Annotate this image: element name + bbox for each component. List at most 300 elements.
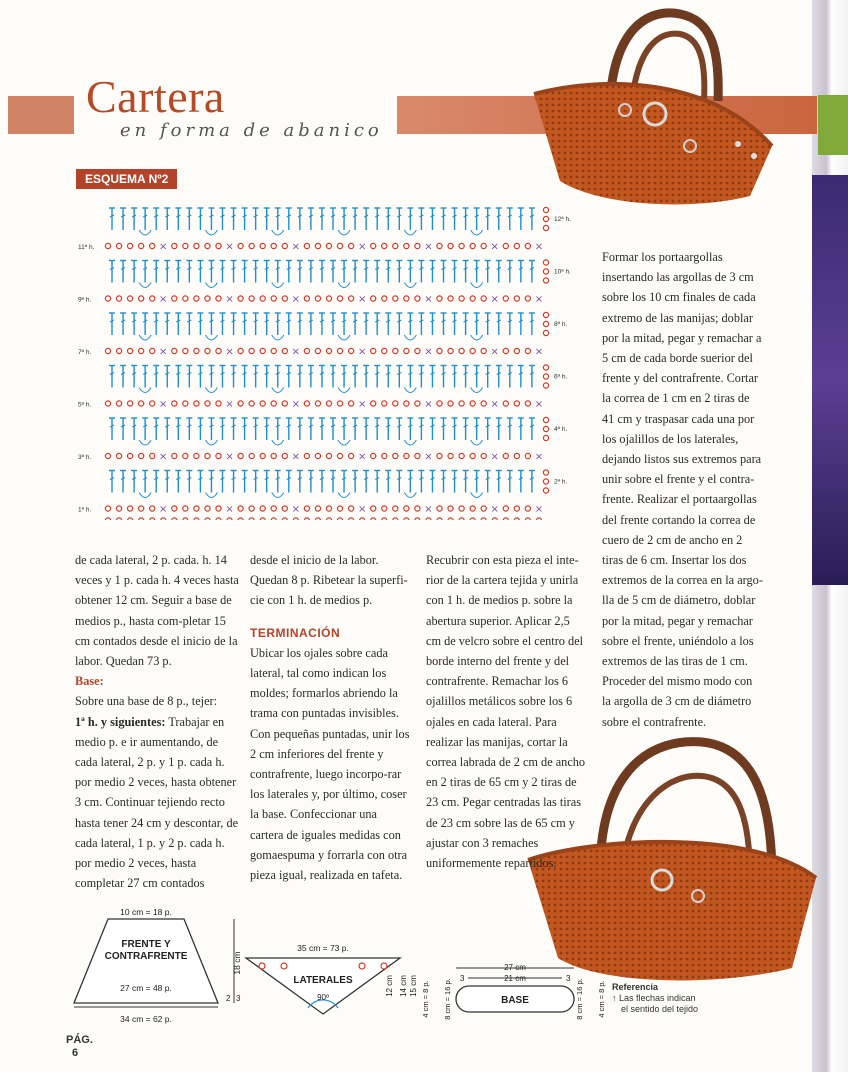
chart-sc-mark: × bbox=[424, 504, 433, 515]
chart-foundation-chain bbox=[371, 518, 376, 520]
chart-group-arc bbox=[205, 230, 217, 235]
base-left-a: 4 cm = 8 p. bbox=[421, 980, 430, 1018]
chart-foundation-chain bbox=[448, 518, 453, 520]
chart-sc-mark: × bbox=[424, 346, 433, 358]
chart-sc-mark: × bbox=[159, 294, 168, 305]
chart-turn-chain bbox=[543, 417, 548, 422]
chart-chain-stitch bbox=[194, 453, 199, 458]
chart-row-label-right: 8ª h. bbox=[554, 321, 568, 328]
laterales-right-b: 14 cm bbox=[399, 975, 408, 997]
chart-chain-stitch bbox=[448, 506, 453, 511]
chart-sc-mark: × bbox=[424, 241, 433, 253]
chart-chain-stitch bbox=[205, 296, 210, 301]
reference-note bbox=[612, 982, 698, 1015]
frente-name-line1: FRENTE Y bbox=[121, 939, 171, 950]
chart-chain-stitch bbox=[150, 506, 155, 511]
chart-chain-stitch bbox=[503, 243, 508, 248]
chart-chain-stitch bbox=[349, 401, 354, 406]
col1-paragraph-3-text: Trabajar en medio p. e ir aumentando, de cada lateral, 2 p. y 1 p. cada h. por medio 2 veces, hasta obtener 3 cm. Continuar tejiendo recto hasta tener 24 cm y descontar, de cada lateral, 1 p. y 2 p. cada h. por medio 2 veces, hasta completar 27 cm contados bbox=[75, 714, 239, 891]
chart-chain-stitch bbox=[503, 401, 508, 406]
chart-chain-stitch bbox=[216, 243, 221, 248]
reference-text bbox=[612, 993, 698, 1015]
chart-chain-stitch bbox=[139, 348, 144, 353]
chart-foundation-chain bbox=[525, 518, 530, 520]
chart-chain-stitch bbox=[503, 348, 508, 353]
chart-chain-stitch bbox=[514, 243, 519, 248]
chart-group-arc bbox=[471, 440, 483, 445]
chart-chain-stitch bbox=[503, 296, 508, 301]
chart-chain-stitch bbox=[437, 401, 442, 406]
chart-chain-stitch bbox=[393, 453, 398, 458]
chart-row-label-left: 3ª h. bbox=[78, 454, 92, 461]
chart-chain-stitch bbox=[105, 348, 110, 353]
chart-chain-stitch bbox=[172, 506, 177, 511]
chart-chain-stitch bbox=[194, 506, 199, 511]
chart-chain-stitch bbox=[304, 243, 309, 248]
chart-chain-stitch bbox=[183, 348, 188, 353]
chart-chain-stitch bbox=[326, 401, 331, 406]
chart-chain-stitch bbox=[371, 243, 376, 248]
chart-group-arc bbox=[139, 388, 151, 393]
chart-chain-stitch bbox=[437, 453, 442, 458]
chart-chain-stitch bbox=[282, 296, 287, 301]
chart-chain-stitch bbox=[172, 243, 177, 248]
chart-group-arc bbox=[272, 335, 284, 340]
chart-chain-stitch bbox=[216, 296, 221, 301]
chart-chain-stitch bbox=[116, 401, 121, 406]
chart-row-label-right: 2ª h. bbox=[554, 478, 568, 486]
chart-sc-mark: × bbox=[225, 346, 234, 358]
chart-group-arc bbox=[205, 283, 217, 288]
chart-sc-mark: × bbox=[357, 451, 367, 463]
chart-foundation-chain bbox=[194, 518, 199, 520]
chart-chain-stitch bbox=[315, 348, 320, 353]
chart-group-arc bbox=[272, 283, 284, 288]
chart-group-arc bbox=[404, 283, 416, 288]
chart-group-arc bbox=[404, 230, 416, 235]
chart-chain-stitch bbox=[216, 401, 221, 406]
chart-chain-stitch bbox=[128, 243, 133, 248]
col2-paragraph-2: Ubicar los ojales sobre cada lateral, tal como indican los moldes; formarlos abriendo la trama con puntadas invisibles. Con pequeñas puntadas, unir los 2 cm inferiores del frente y contrafrente, luego incorpo-rar los laterales y, por último, coser la base. Confeccionar una cartera de iguales medidas con gomaespuma y forrarla con otra pieza igual, realizada en tafeta. bbox=[250, 645, 410, 883]
chart-group-arc bbox=[338, 388, 350, 393]
chart-group-arc bbox=[205, 493, 217, 498]
chart-chain-stitch bbox=[481, 243, 486, 248]
laterales-name: LATERALES bbox=[293, 975, 353, 986]
chart-chain-stitch bbox=[415, 401, 420, 406]
chart-chain-stitch bbox=[525, 243, 530, 248]
chart-foundation-chain bbox=[238, 518, 243, 520]
chart-group-arc bbox=[338, 283, 350, 288]
chart-foundation-chain bbox=[128, 518, 133, 520]
page-number-value: 6 bbox=[72, 1047, 79, 1059]
chart-chain-stitch bbox=[249, 348, 254, 353]
chart-chain-stitch bbox=[315, 506, 320, 511]
chart-chain-stitch bbox=[260, 243, 265, 248]
chart-chain-stitch bbox=[404, 506, 409, 511]
chart-chain-stitch bbox=[393, 296, 398, 301]
chart-chain-stitch bbox=[514, 296, 519, 301]
chart-chain-stitch bbox=[304, 401, 309, 406]
chart-sc-mark: × bbox=[534, 241, 544, 253]
chart-sc-mark: × bbox=[534, 399, 544, 410]
chart-chain-stitch bbox=[238, 296, 243, 301]
chart-chain-stitch bbox=[371, 348, 376, 353]
chart-turn-chain bbox=[543, 330, 548, 335]
chart-turn-chain bbox=[543, 312, 548, 317]
chart-foundation-chain bbox=[437, 518, 442, 520]
chart-turn-chain bbox=[543, 278, 548, 283]
chart-sc-mark: × bbox=[424, 294, 433, 305]
frente-height-label: 18 cm bbox=[232, 951, 242, 975]
chart-turn-chain bbox=[543, 260, 548, 265]
chart-foundation-chain bbox=[172, 518, 177, 520]
reference-title: Referencia bbox=[612, 982, 659, 992]
chart-sc-mark: × bbox=[424, 451, 433, 463]
chart-chain-stitch bbox=[326, 348, 331, 353]
chart-chain-stitch bbox=[337, 453, 342, 458]
chart-foundation-chain bbox=[205, 518, 210, 520]
chart-chain-stitch bbox=[349, 348, 354, 353]
chart-chain-stitch bbox=[503, 453, 508, 458]
chart-chain-stitch bbox=[415, 506, 420, 511]
chart-chain-stitch bbox=[415, 243, 420, 248]
laterales-right-a: 12 cm bbox=[385, 975, 394, 997]
laterales-diagram bbox=[240, 938, 420, 1028]
chart-sc-mark: × bbox=[225, 451, 234, 463]
chart-chain-stitch bbox=[238, 506, 243, 511]
chart-group-arc bbox=[404, 493, 416, 498]
chart-turn-chain bbox=[543, 365, 548, 370]
chart-chain-stitch bbox=[249, 506, 254, 511]
chart-foundation-chain bbox=[227, 518, 232, 520]
chart-chain-stitch bbox=[393, 401, 398, 406]
chart-chain-stitch bbox=[238, 401, 243, 406]
chart-chain-stitch bbox=[415, 296, 420, 301]
chart-chain-stitch bbox=[326, 243, 331, 248]
chart-chain-stitch bbox=[105, 243, 110, 248]
chart-chain-stitch bbox=[382, 506, 387, 511]
page-subtitle: en forma de abanico bbox=[120, 120, 383, 141]
chart-row-label-right: 4ª h. bbox=[554, 426, 568, 433]
chart-chain-stitch bbox=[371, 401, 376, 406]
chart-chain-stitch bbox=[260, 506, 265, 511]
chart-chain-stitch bbox=[525, 348, 530, 353]
chart-chain-stitch bbox=[315, 243, 320, 248]
chart-chain-stitch bbox=[271, 243, 276, 248]
chart-chain-stitch bbox=[128, 401, 133, 406]
chart-foundation-chain bbox=[492, 518, 497, 520]
chart-chain-stitch bbox=[415, 348, 420, 353]
chart-chain-stitch bbox=[337, 506, 342, 511]
col4-paragraph-1: Formar los portaargollas insertando las argollas de 3 cm sobre los 10 cm finales de cada extremo de las manijas; doblar por la mitad, pegar y remachar a 5 cm de cada borde suerior del frente y del contrafrente. Cortar la correa de 1 cm en 2 tiras de 41 cm y traspasar cada una por los ojalillos de los laterales, dejando listos sus extremos para unir sobre el frente y el contra-frente. Realizar el portaargollas del frente cortando la correa de cuero de 2 cm de ancho en 2 tiras de 6 cm. Insertar los dos extremos de la correa en la argo-lla de 5 cm de diámetro, doblar por la mitad, pegar y remachar sobre el frente, uniéndolo a los extremos de las tiras de 1 cm. Proceder del mismo modo con la argolla de 3 cm de diámetro sobre el contrafrente. bbox=[602, 250, 763, 729]
chart-chain-stitch bbox=[205, 243, 210, 248]
chart-sc-mark: × bbox=[291, 241, 301, 253]
chart-chain-stitch bbox=[128, 296, 133, 301]
chart-chain-stitch bbox=[448, 453, 453, 458]
chart-sc-mark: × bbox=[291, 346, 301, 358]
page-title: Cartera bbox=[86, 71, 225, 122]
chart-sc-mark: × bbox=[357, 294, 367, 305]
chart-sc-mark: × bbox=[225, 399, 234, 410]
chart-chain-stitch bbox=[238, 453, 243, 458]
chart-chain-stitch bbox=[116, 296, 121, 301]
base-left-b: 8 cm = 16 p. bbox=[443, 978, 452, 1020]
laterales-right-c: 15 cm bbox=[409, 975, 418, 997]
chart-group-arc bbox=[338, 335, 350, 340]
chart-foundation-chain bbox=[459, 518, 464, 520]
chart-chain-stitch bbox=[393, 243, 398, 248]
frente-middle-label: 27 cm = 48 p. bbox=[120, 983, 172, 993]
crochet-chart bbox=[78, 200, 588, 520]
chart-chain-stitch bbox=[128, 506, 133, 511]
chart-turn-chain bbox=[543, 321, 548, 326]
text-column-3 bbox=[426, 550, 586, 873]
chart-chain-stitch bbox=[282, 506, 287, 511]
chart-chain-stitch bbox=[448, 243, 453, 248]
chart-group-arc bbox=[139, 493, 151, 498]
chart-chain-stitch bbox=[249, 401, 254, 406]
chart-chain-stitch bbox=[371, 296, 376, 301]
chart-chain-stitch bbox=[249, 296, 254, 301]
chart-group-arc bbox=[338, 230, 350, 235]
chart-chain-stitch bbox=[404, 296, 409, 301]
chart-chain-stitch bbox=[481, 401, 486, 406]
chart-chain-stitch bbox=[448, 401, 453, 406]
chart-chain-stitch bbox=[271, 348, 276, 353]
chart-group-arc bbox=[471, 283, 483, 288]
col1-paragraph-2: Sobre una base de 8 p., tejer: bbox=[75, 694, 218, 709]
chart-chain-stitch bbox=[271, 453, 276, 458]
chart-chain-stitch bbox=[514, 401, 519, 406]
chart-foundation-chain bbox=[183, 518, 188, 520]
chart-chain-stitch bbox=[249, 243, 254, 248]
chart-sc-mark: × bbox=[291, 399, 301, 410]
chart-chain-stitch bbox=[216, 453, 221, 458]
chart-chain-stitch bbox=[514, 506, 519, 511]
chart-group-arc bbox=[471, 335, 483, 340]
arrow-up-icon: ↑ bbox=[612, 993, 617, 1003]
chart-chain-stitch bbox=[448, 296, 453, 301]
frente-top-label: 10 cm = 18 p. bbox=[120, 907, 172, 917]
col1-paragraph-1: de cada lateral, 2 p. cada. h. 14 veces y 1 p. cada h. 4 veces hasta obtener 12 cm. Seguir a base de medios p., hasta com-pletar 15 cm contados desde el inicio de la labor. Quedan 73 p. bbox=[75, 553, 239, 669]
chart-chain-stitch bbox=[459, 243, 464, 248]
chart-chain-stitch bbox=[105, 296, 110, 301]
chart-foundation-chain bbox=[249, 518, 254, 520]
chart-chain-stitch bbox=[205, 401, 210, 406]
chart-row-label-right: 12ª h. bbox=[554, 216, 571, 223]
chart-turn-chain bbox=[543, 426, 548, 431]
frente-small-left: 2 bbox=[226, 994, 231, 1003]
base-middle-label: 21 cm bbox=[504, 974, 526, 983]
chart-sc-mark: × bbox=[534, 294, 544, 305]
chart-chain-stitch bbox=[404, 243, 409, 248]
chart-row-label-right: 6ª h. bbox=[554, 373, 568, 381]
chart-foundation-chain bbox=[161, 518, 166, 520]
chart-chain-stitch bbox=[525, 401, 530, 406]
chart-foundation-chain bbox=[282, 518, 287, 520]
chart-sc-mark: × bbox=[159, 399, 168, 410]
chart-turn-chain bbox=[543, 488, 548, 493]
chart-chain-stitch bbox=[459, 296, 464, 301]
chart-group-arc bbox=[404, 388, 416, 393]
chart-foundation-chain bbox=[360, 518, 365, 520]
laterales-angle: 90º bbox=[317, 993, 329, 1002]
chart-chain-stitch bbox=[371, 453, 376, 458]
chart-chain-stitch bbox=[437, 348, 442, 353]
chart-foundation-chain bbox=[404, 518, 409, 520]
chart-chain-stitch bbox=[205, 453, 210, 458]
chart-sc-mark: × bbox=[357, 399, 367, 410]
chart-chain-stitch bbox=[105, 401, 110, 406]
chart-foundation-chain bbox=[536, 518, 541, 520]
page-label: PÁG. bbox=[66, 1034, 93, 1046]
base-right-b: 4 cm = 8 p. bbox=[597, 980, 606, 1018]
chart-sc-mark: × bbox=[357, 241, 367, 253]
chart-chain-stitch bbox=[349, 453, 354, 458]
chart-chain-stitch bbox=[194, 296, 199, 301]
chart-chain-stitch bbox=[481, 348, 486, 353]
chart-chain-stitch bbox=[183, 506, 188, 511]
chart-chain-stitch bbox=[172, 296, 177, 301]
chart-foundation-chain bbox=[326, 518, 331, 520]
chart-group-arc bbox=[139, 283, 151, 288]
base-edge-a: 3 bbox=[460, 974, 465, 983]
chart-turn-chain bbox=[543, 470, 548, 475]
chart-group-arc bbox=[404, 440, 416, 445]
base-diagram bbox=[420, 958, 610, 1028]
chart-chain-stitch bbox=[481, 453, 486, 458]
chart-chain-stitch bbox=[260, 296, 265, 301]
chart-sc-mark: × bbox=[490, 399, 499, 410]
text-column-1 bbox=[75, 550, 243, 893]
chart-turn-chain bbox=[543, 435, 548, 440]
chart-sc-mark: × bbox=[490, 346, 499, 358]
title-band-left bbox=[8, 96, 74, 134]
chart-sc-mark: × bbox=[534, 451, 544, 463]
chart-sc-mark: × bbox=[534, 504, 544, 515]
chart-sc-mark: × bbox=[291, 294, 301, 305]
chart-sc-mark: × bbox=[357, 346, 367, 358]
chart-chain-stitch bbox=[326, 506, 331, 511]
chart-foundation-chain bbox=[415, 518, 420, 520]
chart-chain-stitch bbox=[194, 348, 199, 353]
chart-foundation-chain bbox=[349, 518, 354, 520]
chart-group-arc bbox=[338, 493, 350, 498]
chart-chain-stitch bbox=[205, 506, 210, 511]
base-edge-b: 3 bbox=[566, 974, 571, 983]
frente-small-right: 3 bbox=[236, 994, 241, 1003]
chart-chain-stitch bbox=[382, 243, 387, 248]
chart-turn-chain bbox=[543, 269, 548, 274]
chart-turn-chain bbox=[543, 383, 548, 388]
chart-chain-stitch bbox=[349, 296, 354, 301]
chart-chain-stitch bbox=[382, 401, 387, 406]
chart-chain-stitch bbox=[337, 296, 342, 301]
chart-chain-stitch bbox=[514, 348, 519, 353]
chart-chain-stitch bbox=[116, 506, 121, 511]
chart-sc-mark: × bbox=[225, 294, 234, 305]
text-column-2 bbox=[250, 550, 410, 885]
chart-sc-mark: × bbox=[490, 504, 499, 515]
chart-row-label-left: 9ª h. bbox=[78, 296, 92, 304]
chart-foundation-chain bbox=[304, 518, 309, 520]
base-name: BASE bbox=[501, 995, 529, 1006]
chart-sc-mark: × bbox=[534, 346, 544, 358]
base-top-label: 27 cm bbox=[504, 963, 526, 972]
chart-chain-stitch bbox=[139, 401, 144, 406]
chart-foundation-chain bbox=[503, 518, 508, 520]
chart-chain-stitch bbox=[304, 348, 309, 353]
laterales-top-label: 35 cm = 73 p. bbox=[297, 943, 349, 953]
chart-chain-stitch bbox=[393, 348, 398, 353]
chart-chain-stitch bbox=[116, 243, 121, 248]
chart-row-label-left: 7ª h. bbox=[78, 349, 92, 356]
chart-chain-stitch bbox=[326, 453, 331, 458]
chart-turn-chain bbox=[543, 374, 548, 379]
chart-group-arc bbox=[205, 335, 217, 340]
chart-chain-stitch bbox=[470, 453, 475, 458]
col1-row-label: 1ª h. y siguientes: bbox=[75, 714, 166, 729]
chart-sc-mark: × bbox=[490, 451, 499, 463]
chart-chain-stitch bbox=[315, 453, 320, 458]
chart-group-arc bbox=[471, 230, 483, 235]
chart-foundation-chain bbox=[116, 518, 121, 520]
chart-chain-stitch bbox=[404, 453, 409, 458]
chart-chain-stitch bbox=[249, 453, 254, 458]
chart-chain-stitch bbox=[470, 296, 475, 301]
chart-foundation-chain bbox=[105, 518, 110, 520]
chart-chain-stitch bbox=[349, 506, 354, 511]
chart-group-arc bbox=[272, 388, 284, 393]
chart-chain-stitch bbox=[271, 401, 276, 406]
chart-chain-stitch bbox=[260, 453, 265, 458]
col1-paragraph-3 bbox=[75, 712, 243, 894]
chart-group-arc bbox=[404, 335, 416, 340]
chart-row-label-right: 10ª h. bbox=[554, 268, 571, 276]
chart-chain-stitch bbox=[105, 453, 110, 458]
chart-chain-stitch bbox=[337, 401, 342, 406]
chart-turn-chain bbox=[543, 479, 548, 484]
chart-chain-stitch bbox=[128, 348, 133, 353]
chart-chain-stitch bbox=[271, 296, 276, 301]
reference-text-1: Las flechas indican bbox=[619, 993, 696, 1003]
chart-foundation-chain bbox=[271, 518, 276, 520]
chart-chain-stitch bbox=[238, 243, 243, 248]
chart-chain-stitch bbox=[116, 348, 121, 353]
chart-chain-stitch bbox=[470, 348, 475, 353]
chart-chain-stitch bbox=[282, 453, 287, 458]
chart-chain-stitch bbox=[470, 243, 475, 248]
chart-sc-mark: × bbox=[225, 241, 234, 253]
base-heading: Base: bbox=[75, 674, 104, 689]
frente-diagram bbox=[62, 905, 242, 1027]
chart-chain-stitch bbox=[205, 348, 210, 353]
chart-chain-stitch bbox=[393, 506, 398, 511]
chart-foundation-chain bbox=[382, 518, 387, 520]
chart-chain-stitch bbox=[371, 506, 376, 511]
chart-turn-chain bbox=[543, 225, 548, 230]
chart-chain-stitch bbox=[172, 348, 177, 353]
chart-chain-stitch bbox=[139, 506, 144, 511]
chart-group-arc bbox=[471, 493, 483, 498]
chart-sc-mark: × bbox=[490, 241, 499, 253]
chart-sc-mark: × bbox=[159, 346, 168, 358]
chart-chain-stitch bbox=[459, 401, 464, 406]
col2-paragraph-1: desde el inicio de la labor. Quedan 8 p. Ribetear la superfi-cie con 1 h. de medios p. bbox=[250, 553, 408, 608]
chart-sc-mark: × bbox=[291, 504, 301, 515]
chart-chain-stitch bbox=[459, 506, 464, 511]
chart-chain-stitch bbox=[481, 506, 486, 511]
